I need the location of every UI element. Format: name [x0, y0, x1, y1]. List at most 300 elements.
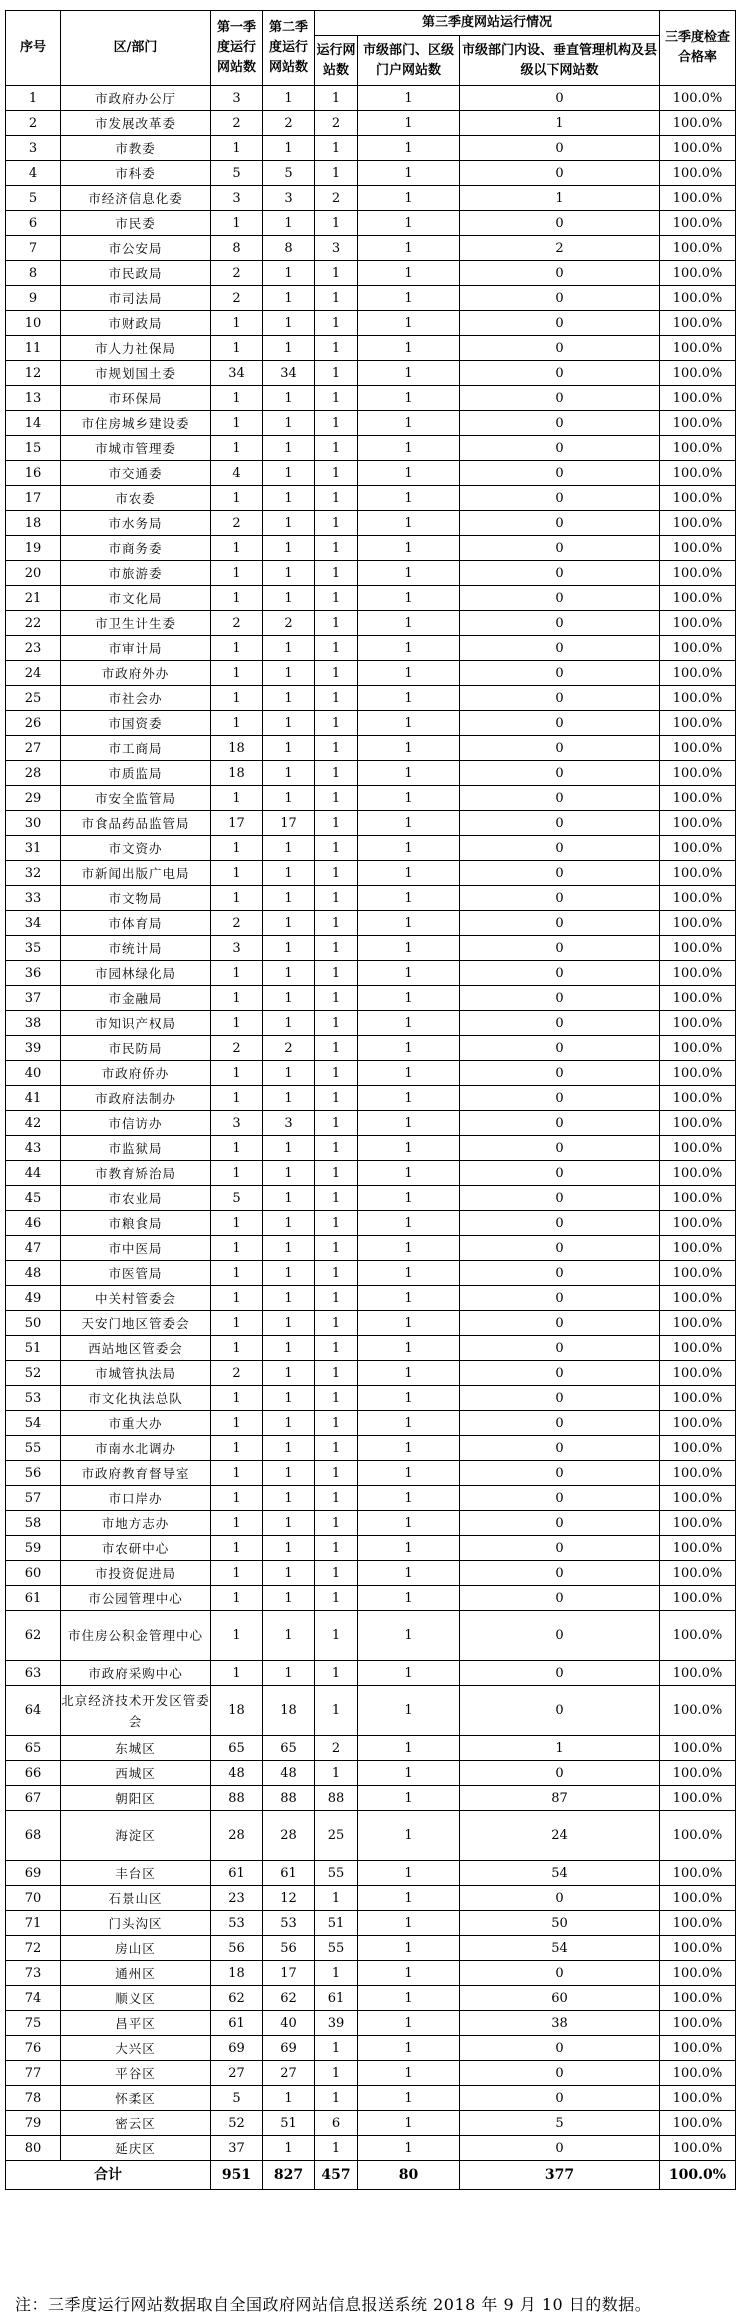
cell-q1: 17	[211, 811, 263, 836]
cell-sub: 0	[460, 1461, 660, 1486]
cell-seq: 49	[6, 1286, 61, 1311]
table-row	[6, 461, 736, 486]
cell-running: 1	[315, 586, 358, 611]
cell-seq: 35	[6, 936, 61, 961]
cell-sub: 0	[460, 261, 660, 286]
table-row	[6, 736, 736, 761]
cell-sub: 0	[460, 1561, 660, 1586]
cell-q2: 2	[263, 111, 315, 136]
cell-rate: 100.0%	[660, 1686, 736, 1736]
table-row	[6, 836, 736, 861]
cell-portal: 1	[358, 1236, 460, 1261]
cell-seq: 76	[6, 2036, 61, 2061]
cell-dept: 市政府法制办	[61, 1086, 211, 1111]
cell-sub: 0	[460, 436, 660, 461]
cell-portal: 1	[358, 1086, 460, 1111]
cell-seq: 57	[6, 1486, 61, 1511]
cell-seq: 6	[6, 211, 61, 236]
cell-dept: 市重大办	[61, 1411, 211, 1436]
cell-sub: 0	[460, 386, 660, 411]
cell-q1: 1	[211, 436, 263, 461]
cell-q2: 3	[263, 186, 315, 211]
cell-q1: 1	[211, 411, 263, 436]
cell-dept: 市文化局	[61, 586, 211, 611]
cell-q2: 1	[263, 1336, 315, 1361]
table-row	[6, 1236, 736, 1261]
cell-portal: 1	[358, 886, 460, 911]
cell-rate: 100.0%	[660, 511, 736, 536]
cell-q1: 18	[211, 1961, 263, 1986]
cell-running: 1	[315, 1436, 358, 1461]
table-row	[6, 411, 736, 436]
table-row	[6, 1061, 736, 1086]
cell-sub: 0	[460, 286, 660, 311]
cell-q1: 62	[211, 1986, 263, 2011]
cell-portal: 1	[358, 261, 460, 286]
cell-portal: 1	[358, 186, 460, 211]
cell-dept: 市农委	[61, 486, 211, 511]
cell-q2: 1	[263, 1436, 315, 1461]
cell-seq: 54	[6, 1411, 61, 1436]
cell-portal: 1	[358, 736, 460, 761]
cell-running: 1	[315, 1886, 358, 1911]
cell-running: 1	[315, 561, 358, 586]
cell-portal: 1	[358, 1336, 460, 1361]
cell-running: 1	[315, 736, 358, 761]
cell-q2: 2	[263, 1036, 315, 1061]
table-row	[6, 1561, 736, 1586]
cell-dept: 通州区	[61, 1961, 211, 1986]
cell-running: 1	[315, 386, 358, 411]
table-row	[6, 86, 736, 111]
cell-rate: 100.0%	[660, 211, 736, 236]
cell-sub: 0	[460, 1536, 660, 1561]
cell-seq: 16	[6, 461, 61, 486]
cell-q2: 1	[263, 486, 315, 511]
cell-seq: 75	[6, 2011, 61, 2036]
cell-sub: 0	[460, 636, 660, 661]
cell-rate: 100.0%	[660, 486, 736, 511]
cell-q2: 1	[263, 1311, 315, 1336]
cell-sub: 0	[460, 836, 660, 861]
cell-dept: 市科委	[61, 161, 211, 186]
cell-portal: 1	[358, 2086, 460, 2111]
cell-portal: 1	[358, 386, 460, 411]
cell-seq: 32	[6, 861, 61, 886]
cell-dept: 市发展改革委	[61, 111, 211, 136]
header-pass-rate: 三季度检查合格率	[660, 11, 736, 86]
cell-rate: 100.0%	[660, 1586, 736, 1611]
table-row	[6, 1661, 736, 1686]
cell-q1: 56	[211, 1936, 263, 1961]
cell-sub: 0	[460, 1186, 660, 1211]
cell-sub: 1	[460, 1736, 660, 1761]
cell-q2: 1	[263, 1261, 315, 1286]
cell-portal: 1	[358, 786, 460, 811]
cell-running: 1	[315, 611, 358, 636]
table-row	[6, 986, 736, 1011]
cell-q1: 18	[211, 1686, 263, 1736]
cell-rate: 100.0%	[660, 311, 736, 336]
cell-running: 1	[315, 436, 358, 461]
cell-dept: 市文化执法总队	[61, 1386, 211, 1411]
table-row	[6, 1861, 736, 1886]
cell-running: 61	[315, 1986, 358, 2011]
cell-rate: 100.0%	[660, 1011, 736, 1036]
table-row	[6, 686, 736, 711]
cell-portal: 1	[358, 1736, 460, 1761]
cell-q2: 1	[263, 761, 315, 786]
cell-dept: 海淀区	[61, 1811, 211, 1861]
cell-q1: 1	[211, 1011, 263, 1036]
cell-portal: 1	[358, 1036, 460, 1061]
cell-running: 1	[315, 1036, 358, 1061]
cell-rate: 100.0%	[660, 1386, 736, 1411]
cell-dept: 市文资办	[61, 836, 211, 861]
cell-portal: 1	[358, 1761, 460, 1786]
cell-running: 3	[315, 236, 358, 261]
cell-rate: 100.0%	[660, 836, 736, 861]
cell-dept: 市监狱局	[61, 1136, 211, 1161]
cell-dept: 市农业局	[61, 1186, 211, 1211]
cell-q1: 3	[211, 86, 263, 111]
cell-q2: 1	[263, 511, 315, 536]
cell-portal: 1	[358, 1411, 460, 1436]
cell-seq: 17	[6, 486, 61, 511]
table-row	[6, 1036, 736, 1061]
cell-portal: 1	[358, 161, 460, 186]
cell-sub: 0	[460, 561, 660, 586]
cell-rate: 100.0%	[660, 1861, 736, 1886]
cell-seq: 66	[6, 1761, 61, 1786]
cell-sub: 1	[460, 186, 660, 211]
cell-q2: 1	[263, 536, 315, 561]
table-row	[6, 886, 736, 911]
cell-dept: 市体育局	[61, 911, 211, 936]
cell-running: 1	[315, 461, 358, 486]
cell-dept: 市知识产权局	[61, 1011, 211, 1036]
cell-running: 1	[315, 1061, 358, 1086]
cell-q1: 2	[211, 1361, 263, 1386]
cell-rate: 100.0%	[660, 961, 736, 986]
cell-dept: 市园林绿化局	[61, 961, 211, 986]
cell-sub: 0	[460, 1686, 660, 1736]
cell-dept: 市南水北调办	[61, 1436, 211, 1461]
cell-seq: 70	[6, 1886, 61, 1911]
cell-rate: 100.0%	[660, 2111, 736, 2136]
cell-seq: 19	[6, 536, 61, 561]
cell-q1: 88	[211, 1786, 263, 1811]
cell-q2: 1	[263, 911, 315, 936]
cell-q1: 5	[211, 161, 263, 186]
cell-rate: 100.0%	[660, 1661, 736, 1686]
cell-running: 55	[315, 1861, 358, 1886]
cell-dept: 市政府采购中心	[61, 1661, 211, 1686]
cell-dept: 市政府外办	[61, 661, 211, 686]
table-row	[6, 1436, 736, 1461]
cell-portal: 1	[358, 1286, 460, 1311]
cell-running: 1	[315, 786, 358, 811]
cell-dept: 市民政局	[61, 261, 211, 286]
cell-q2: 3	[263, 1111, 315, 1136]
cell-q1: 2	[211, 261, 263, 286]
cell-dept: 市司法局	[61, 286, 211, 311]
cell-dept: 市口岸办	[61, 1486, 211, 1511]
cell-q2: 1	[263, 936, 315, 961]
cell-seq: 46	[6, 1211, 61, 1236]
table-row	[6, 336, 736, 361]
cell-sub: 0	[460, 1361, 660, 1386]
cell-running: 1	[315, 261, 358, 286]
cell-sub: 0	[460, 1486, 660, 1511]
cell-dept: 市文物局	[61, 886, 211, 911]
cell-seq: 3	[6, 136, 61, 161]
cell-q2: 61	[263, 1861, 315, 1886]
cell-rate: 100.0%	[660, 286, 736, 311]
cell-q2: 1	[263, 861, 315, 886]
cell-sub: 2	[460, 236, 660, 261]
cell-rate: 100.0%	[660, 1511, 736, 1536]
cell-q1: 1	[211, 836, 263, 861]
cell-q2: 1	[263, 1411, 315, 1436]
cell-running: 1	[315, 636, 358, 661]
cell-running: 1	[315, 1261, 358, 1286]
cell-dept: 西城区	[61, 1761, 211, 1786]
cell-running: 1	[315, 1186, 358, 1211]
cell-seq: 14	[6, 411, 61, 436]
table-row	[6, 1161, 736, 1186]
table-row	[6, 611, 736, 636]
cell-sub: 0	[460, 786, 660, 811]
cell-dept: 怀柔区	[61, 2086, 211, 2111]
cell-portal: 1	[358, 811, 460, 836]
table-row	[6, 1786, 736, 1811]
cell-portal: 1	[358, 636, 460, 661]
cell-q2: 34	[263, 361, 315, 386]
cell-q1: 2	[211, 111, 263, 136]
cell-portal: 1	[358, 236, 460, 261]
cell-q2: 1	[263, 1561, 315, 1586]
cell-q1: 1	[211, 1586, 263, 1611]
cell-dept: 平谷区	[61, 2061, 211, 2086]
cell-portal: 1	[358, 311, 460, 336]
cell-running: 1	[315, 836, 358, 861]
table-row	[6, 111, 736, 136]
cell-dept: 西站地区管委会	[61, 1336, 211, 1361]
cell-rate: 100.0%	[660, 1361, 736, 1386]
cell-seq: 78	[6, 2086, 61, 2111]
cell-dept: 市审计局	[61, 636, 211, 661]
cell-dept: 朝阳区	[61, 1786, 211, 1811]
table-row	[6, 261, 736, 286]
cell-portal: 1	[358, 1461, 460, 1486]
cell-q1: 1	[211, 311, 263, 336]
cell-q1: 1	[211, 486, 263, 511]
table-row	[6, 1086, 736, 1111]
cell-q2: 1	[263, 836, 315, 861]
cell-seq: 41	[6, 1086, 61, 1111]
cell-q1: 1	[211, 1411, 263, 1436]
total-rate: 100.0%	[660, 2161, 736, 2190]
cell-sub: 0	[460, 536, 660, 561]
cell-seq: 73	[6, 1961, 61, 1986]
cell-q1: 1	[211, 636, 263, 661]
cell-q1: 1	[211, 1161, 263, 1186]
cell-q2: 1	[263, 1386, 315, 1411]
cell-dept: 市住房公积金管理中心	[61, 1611, 211, 1661]
cell-portal: 1	[358, 286, 460, 311]
cell-sub: 0	[460, 1136, 660, 1161]
cell-running: 1	[315, 1461, 358, 1486]
table-row	[6, 2036, 736, 2061]
cell-running: 1	[315, 86, 358, 111]
cell-sub: 0	[460, 461, 660, 486]
cell-q1: 48	[211, 1761, 263, 1786]
cell-seq: 80	[6, 2136, 61, 2161]
cell-q1: 1	[211, 1236, 263, 1261]
cell-dept: 市粮食局	[61, 1211, 211, 1236]
cell-q1: 2	[211, 1036, 263, 1061]
cell-seq: 37	[6, 986, 61, 1011]
table-row	[6, 961, 736, 986]
cell-seq: 9	[6, 286, 61, 311]
cell-running: 1	[315, 2036, 358, 2061]
cell-q1: 3	[211, 186, 263, 211]
cell-q1: 2	[211, 286, 263, 311]
cell-seq: 27	[6, 736, 61, 761]
table-row	[6, 786, 736, 811]
cell-rate: 100.0%	[660, 1086, 736, 1111]
cell-portal: 1	[358, 336, 460, 361]
cell-sub: 0	[460, 736, 660, 761]
cell-q1: 1	[211, 1661, 263, 1686]
cell-portal: 1	[358, 1186, 460, 1211]
cell-sub: 0	[460, 1036, 660, 1061]
cell-seq: 5	[6, 186, 61, 211]
cell-dept: 市公园管理中心	[61, 1586, 211, 1611]
cell-running: 1	[315, 761, 358, 786]
cell-q2: 1	[263, 686, 315, 711]
cell-q1: 1	[211, 661, 263, 686]
cell-rate: 100.0%	[660, 736, 736, 761]
cell-rate: 100.0%	[660, 1611, 736, 1661]
cell-rate: 100.0%	[660, 336, 736, 361]
cell-portal: 1	[358, 2036, 460, 2061]
cell-portal: 1	[358, 361, 460, 386]
cell-q2: 1	[263, 786, 315, 811]
cell-sub: 0	[460, 886, 660, 911]
cell-q1: 1	[211, 1286, 263, 1311]
cell-q2: 17	[263, 1961, 315, 1986]
cell-running: 1	[315, 311, 358, 336]
cell-seq: 40	[6, 1061, 61, 1086]
cell-sub: 0	[460, 311, 660, 336]
cell-portal: 1	[358, 686, 460, 711]
cell-portal: 1	[358, 1861, 460, 1886]
cell-q2: 1	[263, 1136, 315, 1161]
cell-sub: 0	[460, 861, 660, 886]
cell-rate: 100.0%	[660, 1061, 736, 1086]
cell-dept: 市农研中心	[61, 1536, 211, 1561]
cell-dept: 市住房城乡建设委	[61, 411, 211, 436]
cell-q2: 1	[263, 1061, 315, 1086]
cell-rate: 100.0%	[660, 911, 736, 936]
cell-rate: 100.0%	[660, 1486, 736, 1511]
cell-running: 1	[315, 886, 358, 911]
cell-sub: 38	[460, 2011, 660, 2036]
cell-sub: 0	[460, 661, 660, 686]
table-row	[6, 1586, 736, 1611]
cell-q2: 17	[263, 811, 315, 836]
cell-rate: 100.0%	[660, 361, 736, 386]
cell-sub: 0	[460, 911, 660, 936]
cell-running: 2	[315, 1736, 358, 1761]
cell-rate: 100.0%	[660, 586, 736, 611]
cell-q1: 1	[211, 336, 263, 361]
cell-q2: 1	[263, 1511, 315, 1536]
cell-rate: 100.0%	[660, 1786, 736, 1811]
cell-sub: 87	[460, 1786, 660, 1811]
cell-q2: 1	[263, 1011, 315, 1036]
cell-q2: 1	[263, 1236, 315, 1261]
table-row	[6, 1511, 736, 1536]
cell-q1: 18	[211, 761, 263, 786]
cell-rate: 100.0%	[660, 786, 736, 811]
cell-q1: 52	[211, 2111, 263, 2136]
cell-sub: 0	[460, 686, 660, 711]
cell-seq: 68	[6, 1811, 61, 1861]
cell-running: 51	[315, 1911, 358, 1936]
cell-running: 1	[315, 986, 358, 1011]
table-row	[6, 1011, 736, 1036]
cell-rate: 100.0%	[660, 2011, 736, 2036]
cell-q1: 61	[211, 1861, 263, 1886]
table-row	[6, 636, 736, 661]
total-label: 合计	[6, 2161, 211, 2190]
cell-dept: 市规划国土委	[61, 361, 211, 386]
cell-rate: 100.0%	[660, 1161, 736, 1186]
cell-dept: 昌平区	[61, 2011, 211, 2036]
cell-seq: 55	[6, 1436, 61, 1461]
cell-dept: 丰台区	[61, 1861, 211, 1886]
header-q3-sub: 市级部门内设、垂直管理机构及县级以下网站数	[460, 36, 660, 86]
cell-q1: 28	[211, 1811, 263, 1861]
cell-rate: 100.0%	[660, 861, 736, 886]
cell-q1: 1	[211, 1561, 263, 1586]
cell-q1: 1	[211, 561, 263, 586]
cell-seq: 45	[6, 1186, 61, 1211]
cell-portal: 1	[358, 1061, 460, 1086]
table-row	[6, 1286, 736, 1311]
cell-dept: 市食品药品监管局	[61, 811, 211, 836]
cell-sub: 0	[460, 1261, 660, 1286]
cell-running: 1	[315, 1161, 358, 1186]
cell-running: 39	[315, 2011, 358, 2036]
cell-dept: 市质监局	[61, 761, 211, 786]
table-row	[6, 136, 736, 161]
cell-running: 1	[315, 336, 358, 361]
cell-rate: 100.0%	[660, 1211, 736, 1236]
cell-dept: 市国资委	[61, 711, 211, 736]
table-row	[6, 1461, 736, 1486]
cell-q1: 2	[211, 611, 263, 636]
cell-running: 1	[315, 1961, 358, 1986]
cell-seq: 47	[6, 1236, 61, 1261]
cell-running: 1	[315, 361, 358, 386]
cell-dept: 市工商局	[61, 736, 211, 761]
cell-rate: 100.0%	[660, 936, 736, 961]
table-row	[6, 1936, 736, 1961]
